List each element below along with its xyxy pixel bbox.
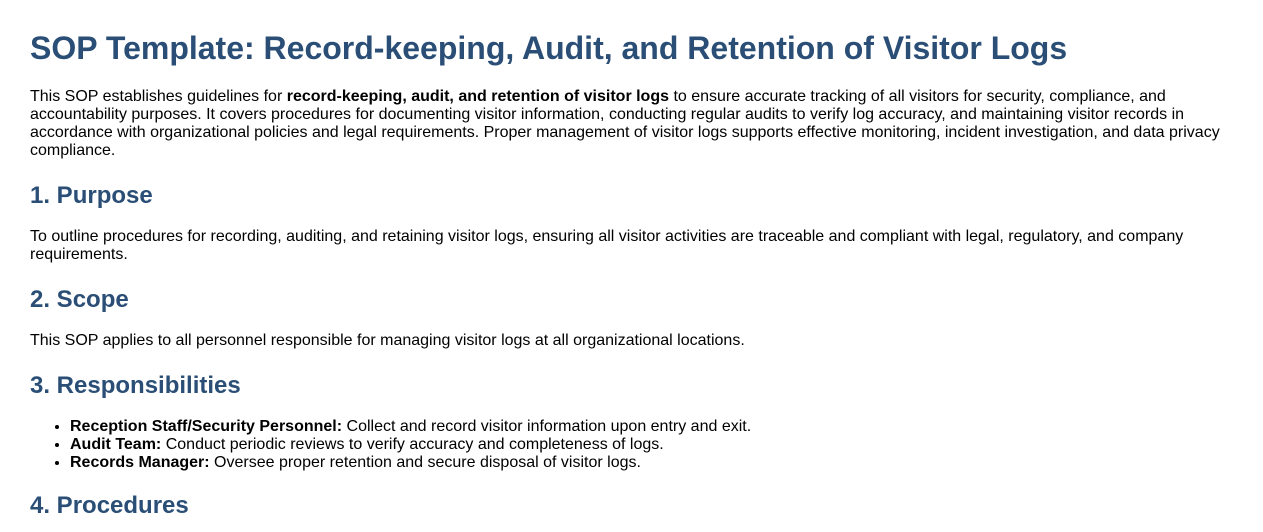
purpose-text: To outline procedures for recording, auditing, and retaining visitor logs, ensuring all visitor activities are traceable and compliant with legal, regulatory, and company requirements. xyxy=(30,228,1184,263)
responsibilities-list xyxy=(30,418,1233,472)
responsibility-text: Collect and record visitor information upon entry and exit. xyxy=(342,418,752,435)
responsibility-role: Audit Team: xyxy=(70,436,162,453)
section-heading-procedures: 4. Procedures xyxy=(30,492,189,519)
intro-text-end: to ensure accurate tracking of all visitors for security, compliance, and accountability purposes. It covers procedures for documenting visitor information, conducting regular audits to verify log accuracy, and maintaining visitor records in accordance with organizational policies and legal requirements. Proper management of visitor logs supports effective monitoring, incident investigation, and data privacy compliance. xyxy=(30,88,1220,159)
scope-text: This SOP applies to all personnel responsible for managing visitor logs at all organizational locations. xyxy=(30,332,745,349)
document-title: SOP Template: Record-keeping, Audit, and Retention of Visitor Logs xyxy=(30,30,1068,66)
list-item xyxy=(70,454,1233,472)
responsibility-text: Conduct periodic reviews to verify accuracy and completeness of logs. xyxy=(161,436,664,453)
intro-paragraph xyxy=(30,88,1233,160)
section-heading-responsibilities: 3. Responsibilities xyxy=(30,372,241,399)
intro-text-start: This SOP establishes guidelines for xyxy=(30,88,287,105)
responsibility-role: Records Manager: xyxy=(70,454,210,471)
section-heading-purpose: 1. Purpose xyxy=(30,182,153,209)
responsibility-role: Reception Staff/Security Personnel: xyxy=(70,418,343,435)
list-item xyxy=(70,436,1233,454)
document-page xyxy=(0,28,1263,532)
intro-bold-phrase: record-keeping, audit, and retention of visitor logs xyxy=(286,88,669,105)
list-item xyxy=(70,418,1233,436)
responsibility-text: Oversee proper retention and secure disposal of visitor logs. xyxy=(209,454,641,471)
section-heading-scope: 2. Scope xyxy=(30,286,129,313)
